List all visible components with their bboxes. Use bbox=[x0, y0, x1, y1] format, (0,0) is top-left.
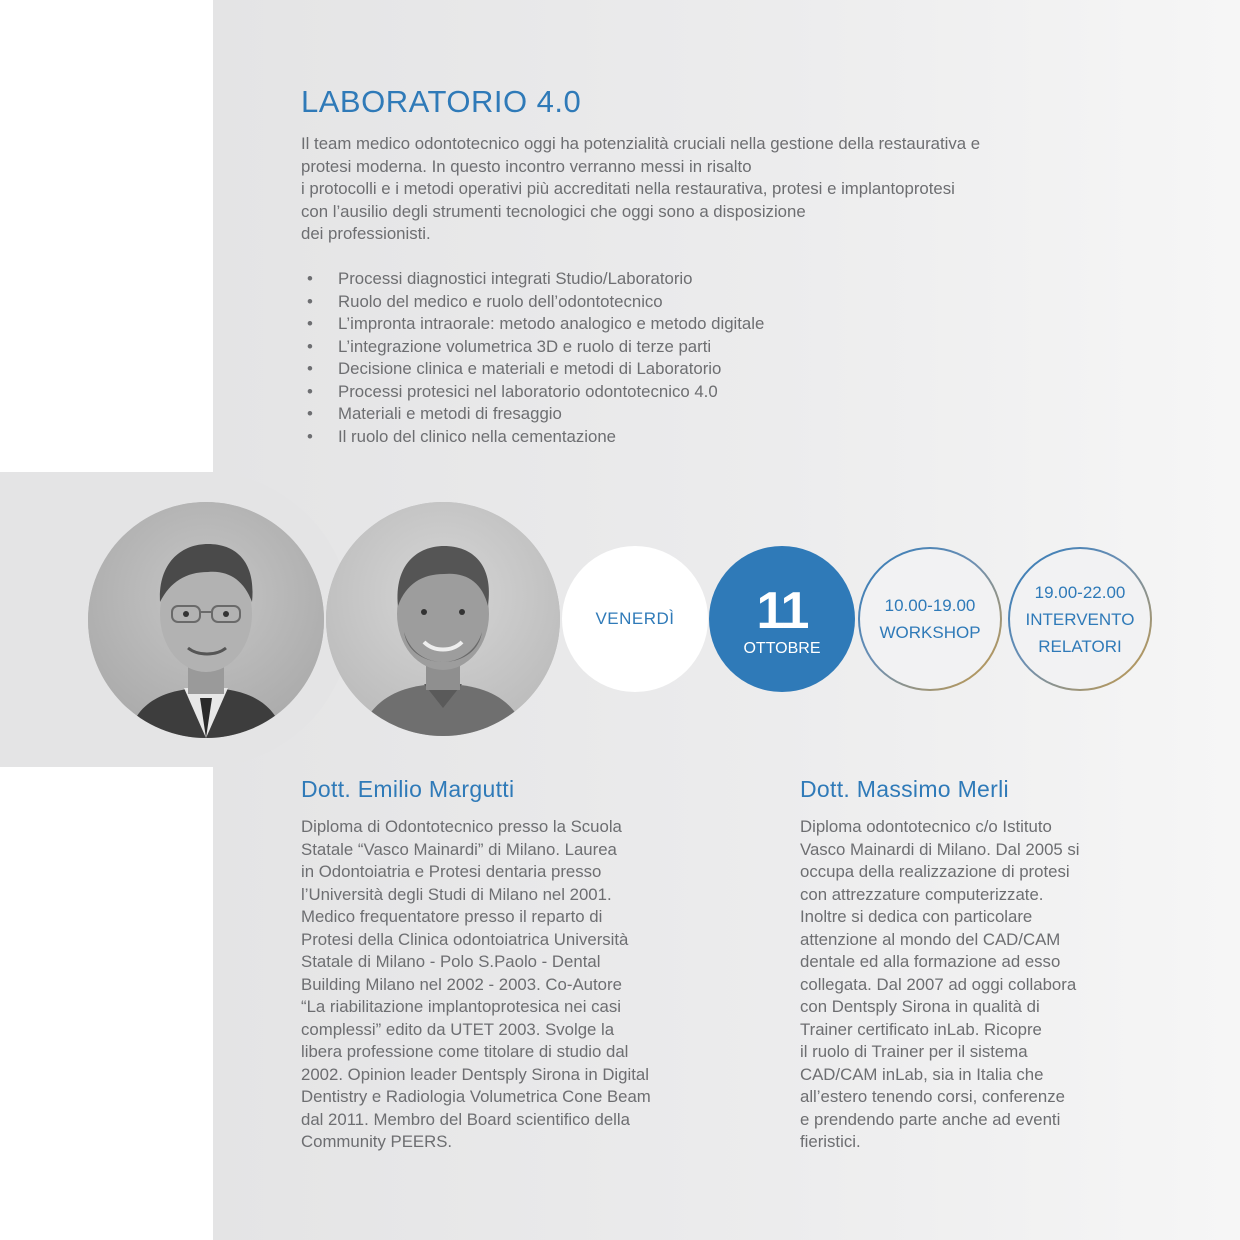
bio-line: Trainer certificato inLab. Ricopre bbox=[800, 1019, 1042, 1039]
list-item: • Processi diagnostici integrati Studio/Laboratorio bbox=[301, 268, 764, 291]
bio-line: Community PEERS. bbox=[301, 1132, 453, 1151]
bio-line: Building Milano nel 2002 - 2003. Co-Autore bbox=[301, 974, 622, 994]
bio-line: Statale “Vasco Mainardi” di Milano. Laurea bbox=[301, 839, 617, 859]
intro-text bbox=[301, 133, 1181, 246]
bio-line: occupa della realizzazione di protesi bbox=[800, 862, 1070, 881]
page-title: LABORATORIO 4.0 bbox=[301, 84, 582, 119]
list-item: • Il ruolo del clinico nella cementazione bbox=[301, 426, 764, 449]
bio-line: dentale ed alla formazione ad esso bbox=[800, 952, 1061, 971]
intro-line: con l’ausilio degli strumenti tecnologici che oggi sono a disposizione bbox=[301, 201, 806, 221]
bio-line: Vasco Mainardi di Milano. Dal 2005 si bbox=[800, 839, 1080, 859]
bio-line: all’estero tenendo corsi, conferenze bbox=[800, 1087, 1065, 1106]
speaker-bio-merli bbox=[800, 816, 1080, 1154]
speaker-photo-merli bbox=[326, 502, 560, 736]
list-item: • L’integrazione volumetrica 3D e ruolo di terze parti bbox=[301, 336, 764, 359]
bio-line: CAD/CAM inLab, sia in Italia che bbox=[800, 1064, 1044, 1084]
bio-line: collegata. Dal 2007 ad oggi collabora bbox=[800, 974, 1077, 994]
bio-line: con attrezzature computerizzate. bbox=[800, 884, 1044, 904]
list-item: • Ruolo del medico e ruolo dell’odontotecnico bbox=[301, 291, 764, 314]
list-item: • L’impronta intraorale: metodo analogico e metodo digitale bbox=[301, 313, 764, 336]
event-date-circle bbox=[709, 546, 855, 692]
session-label: WORKSHOP bbox=[879, 623, 981, 642]
intro-line: i protocolli e i metodi operativi più accreditati nella restaurativa, protesi e implantoprotesi bbox=[301, 179, 955, 198]
bio-line: attenzione al mondo del CAD/CAM bbox=[800, 929, 1061, 949]
speaker-photo-margutti bbox=[88, 502, 324, 738]
bio-line: Protesi della Clinica odontoiatrica Università bbox=[301, 929, 629, 949]
bio-line: in Odontoiatria e Protesi dentaria presso bbox=[301, 862, 602, 881]
session-workshop-content bbox=[860, 549, 1000, 689]
list-item: • Processi protesici nel laboratorio odontotecnico 4.0 bbox=[301, 381, 764, 404]
event-month: OTTOBRE bbox=[743, 640, 821, 657]
portrait-illustration bbox=[88, 502, 324, 738]
speaker-bio-margutti bbox=[301, 816, 651, 1154]
session-label: INTERVENTO bbox=[1025, 609, 1135, 629]
bio-line: Statale di Milano - Polo S.Paolo - Dental bbox=[301, 952, 601, 971]
intro-line: dei professionisti. bbox=[301, 224, 431, 243]
list-item: • Materiali e metodi di fresaggio bbox=[301, 403, 764, 426]
event-day: VENERDÌ bbox=[595, 609, 675, 628]
topics-list bbox=[301, 268, 764, 448]
list-item: • Decisione clinica e materiali e metodi di Laboratorio bbox=[301, 358, 764, 381]
bio-line: Dentistry e Radiologia Volumetrica Cone Beam bbox=[301, 1087, 651, 1106]
bio-line: l’Università degli Studi di Milano nel 2001. bbox=[301, 884, 612, 904]
bio-line: Inoltre si dedica con particolare bbox=[800, 907, 1033, 926]
portrait-illustration bbox=[326, 502, 560, 736]
intro-line: protesi moderna. In questo incontro verranno messi in risalto bbox=[301, 156, 752, 176]
session-relatori-content bbox=[1010, 549, 1150, 689]
session-workshop-circle bbox=[858, 547, 1002, 691]
event-day-circle bbox=[562, 546, 708, 692]
bio-line: 2002. Opinion leader Dentsply Sirona in Digital bbox=[301, 1064, 649, 1084]
bio-line: fieristici. bbox=[800, 1132, 861, 1151]
bio-line: Medico frequentatore presso il reparto di bbox=[301, 907, 603, 926]
bio-line: complessi” edito da UTET 2003. Svolge la bbox=[301, 1019, 615, 1039]
bio-line: il ruolo di Trainer per il sistema bbox=[800, 1042, 1028, 1061]
intro-line: Il team medico odontotecnico oggi ha potenzialità cruciali nella gestione della restaurativa e bbox=[301, 134, 981, 153]
session-relatori-circle bbox=[1008, 547, 1152, 691]
bio-line: Diploma di Odontotecnico presso la Scuola bbox=[301, 817, 622, 836]
bio-line: con Dentsply Sirona in qualità di bbox=[800, 997, 1040, 1016]
bio-line: “La riabilitazione implantoprotesica nei casi bbox=[301, 997, 621, 1016]
session-time: 19.00-22.00 bbox=[1034, 582, 1126, 602]
bio-line: libera professione come titolare di studio dal bbox=[301, 1042, 629, 1061]
speaker-name-margutti: Dott. Emilio Margutti bbox=[301, 776, 515, 802]
session-time: 10.00-19.00 bbox=[884, 596, 976, 615]
speaker-name-merli: Dott. Massimo Merli bbox=[800, 776, 1009, 802]
bio-line: dal 2011. Membro del Board scientifico della bbox=[301, 1109, 630, 1129]
event-date-number: 11 bbox=[756, 582, 808, 640]
bio-line: e prendendo parte anche ad eventi bbox=[800, 1109, 1061, 1129]
bio-line: Diploma odontotecnico c/o Istituto bbox=[800, 817, 1052, 836]
session-label: RELATORI bbox=[1038, 636, 1122, 656]
